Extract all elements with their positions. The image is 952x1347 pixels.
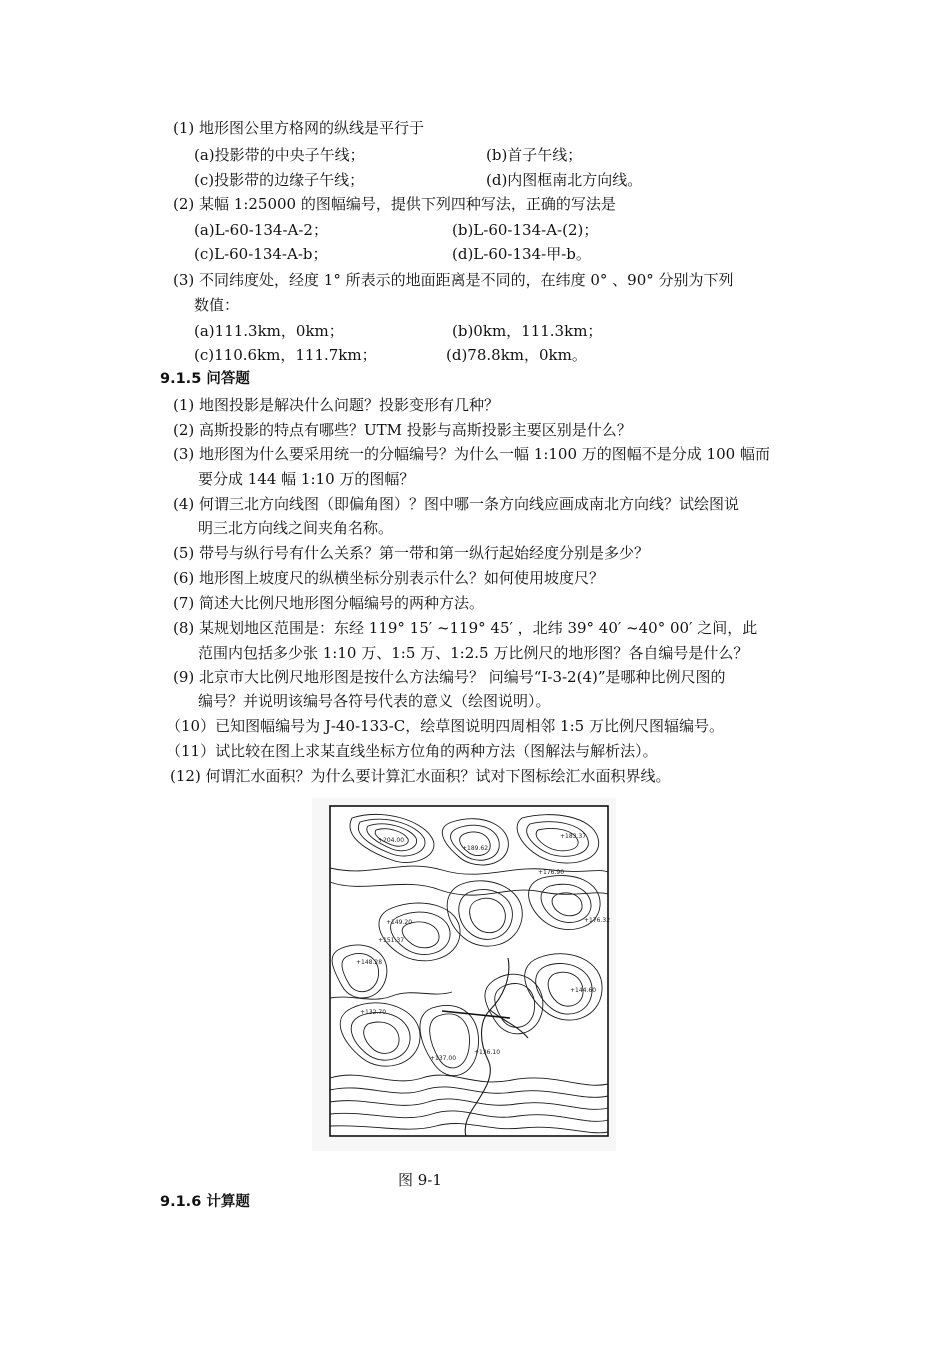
choice-q3-stem-continued: 数值： [194, 296, 240, 314]
qa-line: （10）已知图幅编号为 J-40-133-C，绘草图说明四周相邻 1:5 万比例尺图辐编号。 [166, 717, 724, 735]
choice-q2-option-a: (a)L-60-134-A-2； [194, 221, 328, 239]
qa-line: (7) 简述大比例尺地形图分幅编号的两种方法。 [173, 594, 485, 612]
section-heading-qa: 9.1.5 问答题 [160, 371, 250, 387]
choice-q2-option-d: (d)L-60-134-甲-b。 [452, 245, 591, 263]
elevation-label: +183.37 [560, 833, 587, 840]
qa-line: 编号？并说明该编号各符号代表的意义（绘图说明）。 [198, 692, 551, 710]
elevation-label: +137.00 [430, 1055, 457, 1062]
choice-q3-option-b: (b)0km，111.3km； [452, 322, 603, 340]
qa-line: 明三北方向线之间夹角名称。 [198, 519, 394, 537]
choice-q2-option-c: (c)L-60-134-A-b； [194, 245, 328, 263]
elevation-label: +189.62 [462, 845, 489, 852]
qa-line: (9) 北京市大比例尺地形图是按什么方法编号？ 问编号“Ⅰ-3-2(4)”是哪种比例尺图的 [173, 668, 726, 686]
elevation-label: +204.00 [378, 837, 405, 844]
choice-q1-option-b: (b)首子午线； [486, 146, 583, 164]
qa-line: (5) 带号与纵行号有什么关系？第一带和第一纵行起始经度分别是多少？ [173, 544, 650, 562]
elevation-label: +144.60 [570, 987, 597, 994]
qa-line: (4) 何谓三北方向线图（即偏角图）？图中哪一条方向线应画成南北方向线？试绘图说 [173, 495, 740, 513]
qa-line: (6) 地形图上坡度尺的纵横坐标分别表示什么？如何使用坡度尺？ [173, 569, 605, 587]
topographic-map-figure [312, 798, 616, 1151]
qa-line: （11）试比较在图上求某直线坐标方位角的两种方法（图解法与解析法）。 [166, 742, 658, 760]
elevation-label: +136.10 [474, 1049, 501, 1056]
qa-line: (2) 高斯投影的特点有哪些？UTM 投影与高斯投影主要区别是什么？ [173, 421, 632, 439]
choice-q1-option-a: (a)投影带的中央子午线； [194, 146, 365, 164]
qa-line: (12) 何谓汇水面积？为什么要计算汇水面积？试对下图标绘汇水面积界线。 [170, 767, 671, 785]
choice-q3-option-c: (c)110.6km，111.7km； [194, 346, 377, 364]
qa-line: 要分成 144 幅 1:10 万的图幅？ [198, 470, 415, 488]
elevation-label: +176.32 [584, 917, 611, 924]
choice-q2-stem: (2) 某幅 1:25000 的图幅编号，提供下列四种写法，正确的写法是 [173, 195, 616, 213]
choice-q3-stem: (3) 不同纬度处，经度 1° 所表示的地面距离是不同的，在纬度 0° 、90° 分别为下列 [173, 271, 734, 289]
elevation-label: +149.20 [386, 919, 413, 926]
qa-line: (1) 地图投影是解决什么问题？投影变形有几种？ [173, 396, 500, 414]
choice-q1-option-d: (d)内图框南北方向线。 [486, 171, 643, 189]
figure-caption: 图 9-1 [398, 1171, 442, 1189]
choice-q1-stem: (1) 地形图公里方格网的纵线是平行于 [173, 119, 425, 137]
choice-q3-option-a: (a)111.3km，0km； [194, 322, 344, 340]
elevation-label: +151.37 [378, 937, 405, 944]
choice-q1-option-c: (c)投影带的边缘子午线； [194, 171, 365, 189]
elevation-label: +176.90 [538, 869, 565, 876]
choice-q2-option-b: (b)L-60-134-A-(2)； [452, 221, 599, 239]
elevation-label: +132.70 [360, 1009, 387, 1016]
contour-map-svg [312, 798, 616, 1151]
qa-line: (8) 某规划地区范围是：东经 119° 15′ ~119° 45′ ，北纬 39° 40′ ~40° 00′ 之间，此 [173, 619, 758, 637]
choice-q3-option-d: (d)78.8km，0km。 [446, 346, 587, 364]
qa-line: 范围内包括多少张 1:10 万、1:5 万、1:2.5 万比例尺的地形图？各自编号是什么？ [198, 644, 749, 662]
qa-line: (3) 地形图为什么要采用统一的分幅编号？为什么一幅 1:100 万的图幅不是分成 100 幅而 [173, 445, 770, 463]
elevation-label: +148.28 [356, 959, 383, 966]
section-heading-calc: 9.1.6 计算题 [160, 1194, 250, 1210]
